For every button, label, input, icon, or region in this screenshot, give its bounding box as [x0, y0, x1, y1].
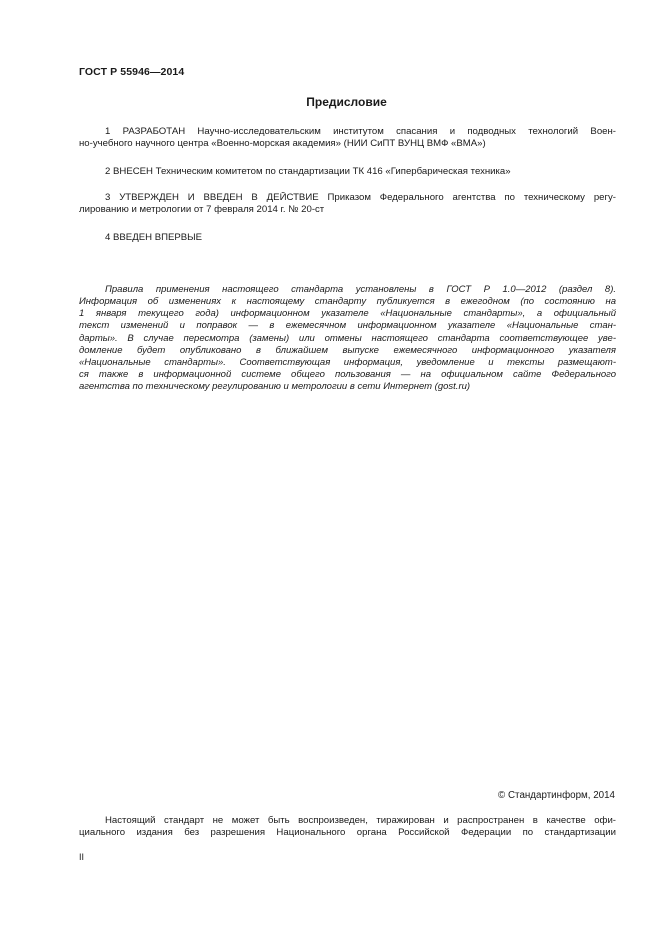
foreword-item-3-line-2: лированию и метрологии от 7 февраля 2014 г. № 20-ст [79, 204, 325, 215]
note-line-7: «Национальные стандарты». Соответствующая информация, уведомление и тексты размещают- [79, 356, 616, 368]
reproduction-notice-line-2: циального издания без разрешения Национального органа Российской Федерации по стандартизации [79, 827, 616, 838]
reproduction-notice [79, 815, 616, 839]
foreword-item-3-line-1: 3 УТВЕРЖДЕН И ВВЕДЕН В ДЕЙСТВИЕ Приказом Федерального агентства по техническому регу- [105, 192, 616, 203]
note-line-8: ся также в информационной системе общего пользования — на официальном сайте Федерального [79, 369, 616, 381]
page-title: Предисловие [306, 95, 387, 109]
foreword-item-1-line-1: 1 РАЗРАБОТАН Научно-исследовательским институтом спасания и подводных технологий Воен- [105, 126, 616, 137]
copyright-notice: © Стандартинформ, 2014 [498, 790, 615, 801]
note-line-9: агентства по техническому регулированию и метрологии в сети Интернет (gost.ru) [79, 381, 471, 393]
foreword-item-4-line-1: 4 ВВЕДЕН ВПЕРВЫЕ [105, 232, 203, 243]
foreword-item-2 [79, 166, 616, 178]
standard-id-header: ГОСТ Р 55946—2014 [79, 66, 185, 78]
note-line-5: дарты». В случае пересмотра (замены) или отмены настоящего стандарта соответствующее уве- [79, 332, 616, 344]
reproduction-notice-line-1: Настоящий стандарт не может быть воспроизведен, тиражирован и распространен в качестве офи- [105, 815, 616, 826]
foreword-item-1 [79, 126, 616, 150]
foreword-item-3 [79, 192, 616, 216]
foreword-item-2-line-1: 2 ВНЕСЕН Техническим комитетом по стандартизации ТК 416 «Гипербарическая техника» [105, 166, 511, 177]
page-number: II [79, 852, 85, 862]
note-line-4: текст изменений и поправок — в ежемесячном информационном указателе «Национальные стан- [79, 320, 616, 332]
foreword-item-4 [79, 232, 616, 244]
note-line-3: 1 января текущего года) информационном указателе «Национальные стандарты», а официальный [79, 308, 616, 320]
note-line-6: домление будет опубликовано в ближайшем выпуске ежемесячного информационного указателя [79, 344, 616, 356]
application-rules-note [79, 284, 616, 393]
note-line-2: Информация об изменениях к настоящему стандарту публикуется в ежегодном (по состоянию на [79, 296, 616, 308]
note-line-1: Правила применения настоящего стандарта установлены в ГОСТ Р 1.0—2012 (раздел 8). [105, 284, 616, 295]
foreword-item-1-line-2: но-учебного научного центра «Военно-морская академия» (НИИ СиПТ ВУНЦ ВМФ «ВМА») [79, 138, 486, 149]
